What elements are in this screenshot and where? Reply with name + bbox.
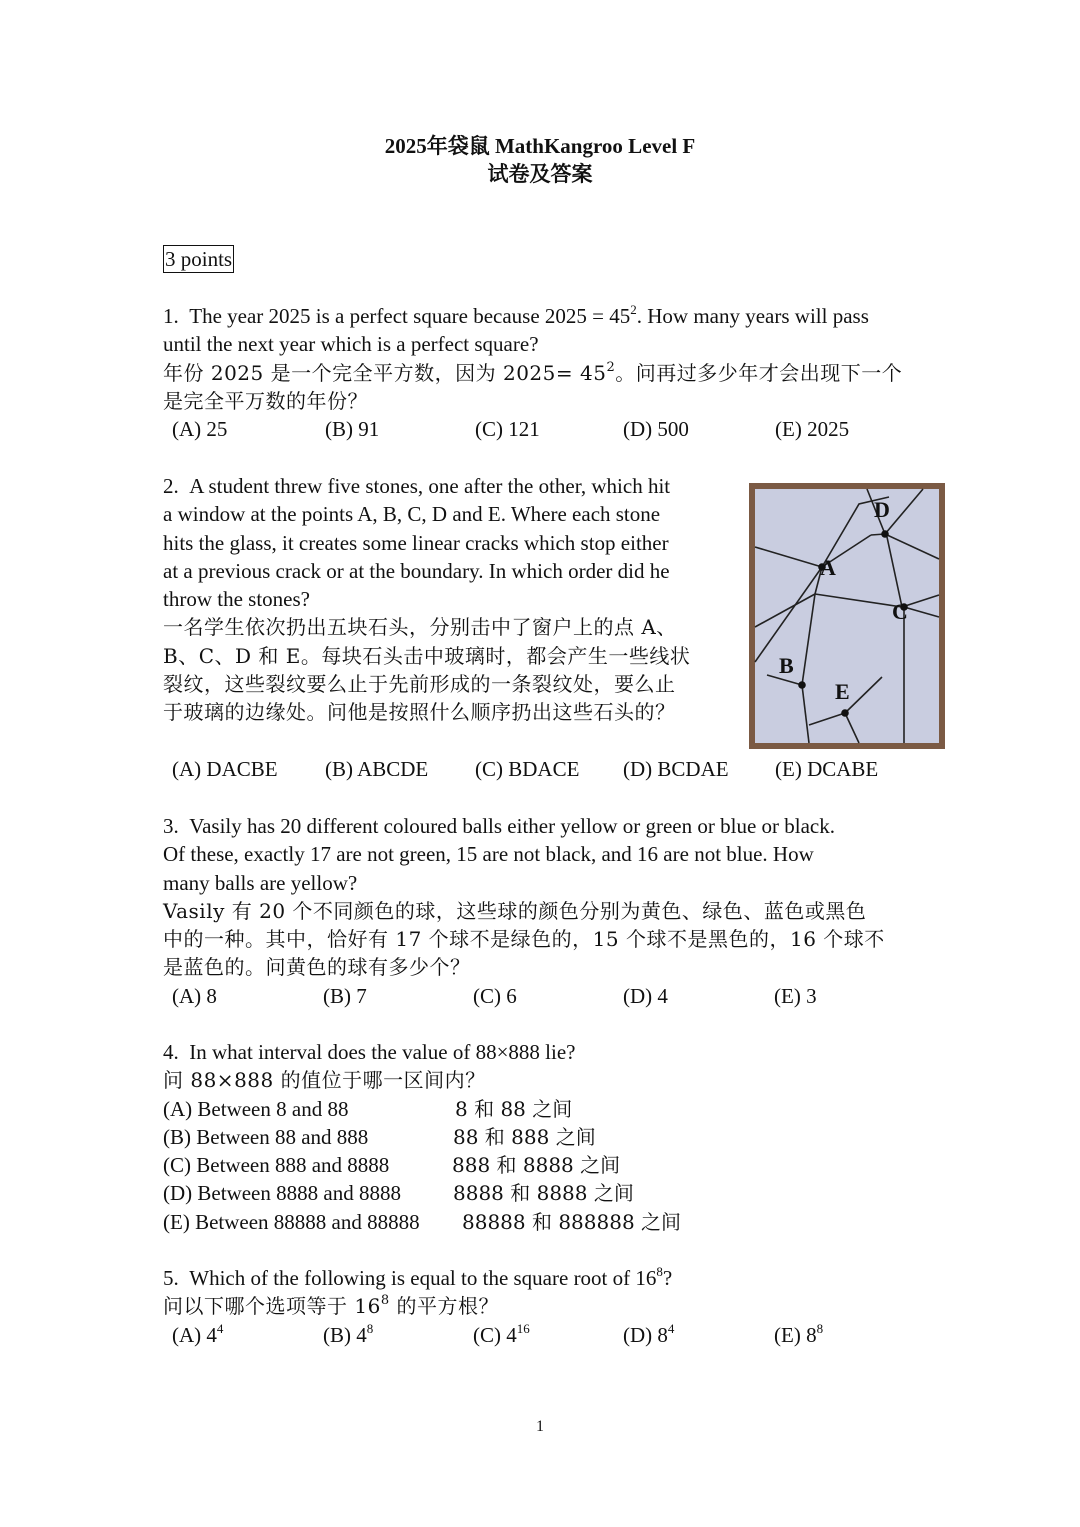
- q2-english-line-2: a window at the points A, B, C, D and E. Where each stone: [163, 502, 661, 527]
- label-d: D: [874, 497, 890, 522]
- q5-option-a-exp: 4: [216, 1320, 224, 1336]
- q2-option-a: (A) DACBE: [172, 757, 278, 781]
- q1-option-b: (B) 91: [325, 417, 380, 442]
- q2-english-line-3: hits the glass, it creates some linear cracks which stop either: [163, 530, 669, 555]
- q3-text-1: Vasily has 20 different coloured balls either yellow or green or blue or black.: [189, 814, 835, 838]
- q5-text-a: Which of the following is equal to the square root of 16: [189, 1266, 657, 1290]
- q2-english-line-1: [163, 472, 690, 500]
- q5-number: 5.: [163, 1266, 179, 1290]
- q3-number: 3.: [163, 814, 179, 838]
- q5-option-d-exp: 4: [667, 1320, 675, 1336]
- point-e: [841, 709, 849, 717]
- q3-english-line-1: [163, 812, 885, 840]
- q1-option-c: (C) 121: [475, 417, 540, 442]
- q5-option-b: [323, 1321, 373, 1349]
- q3-chinese-line-3: 是蓝色的。问黄色的球有多少个？: [163, 955, 471, 980]
- q2-option-c: (C) BDACE: [475, 757, 580, 781]
- q2-chinese-line-1: 一名学生依次扔出五块石头，分别击中了窗户上的点 A、: [163, 615, 677, 640]
- q5-option-c-exp: 16: [516, 1320, 530, 1336]
- q1-zh-text-a: 年份 2025 是一个完全平方数，因为 2025= 45: [163, 360, 607, 385]
- q3-option-b: (B) 7: [323, 983, 367, 1008]
- q3-chinese-line-2: 中的一种。其中，恰好有 17 个球不是绿色的，15 个球不是黑色的，16 个球不: [163, 927, 885, 952]
- q5-option-d: [623, 1321, 674, 1349]
- label-e: E: [835, 679, 850, 704]
- question-1: [163, 302, 902, 443]
- q5-chinese-line: [163, 1292, 672, 1320]
- q1-option-e: (E) 2025: [775, 417, 850, 442]
- q1-text-a: The year 2025 is a perfect square because 2025 = 45: [189, 304, 631, 328]
- q5-zh-exponent: 8: [380, 1293, 390, 1309]
- q3-chinese-line-1: Vasily 有 20 个不同颜色的球，这些球的颜色分别为黄色、绿色、蓝色或黑色: [163, 898, 867, 923]
- q4-option-b-en: (B) Between 88 and 888: [163, 1124, 369, 1149]
- q1-number: 1.: [163, 304, 179, 328]
- title-line-2: 试卷及答案: [487, 162, 593, 186]
- q4-option-d-en: (D) Between 8888 and 8888: [163, 1181, 401, 1206]
- q4-option-d: [163, 1179, 634, 1207]
- q3-english-line-2: Of these, exactly 17 are not green, 15 are not black, and 16 are not blue. How: [163, 842, 814, 867]
- q5-zh-text-a: 问以下哪个选项等于 16: [163, 1294, 381, 1319]
- question-4: [163, 1038, 682, 1236]
- q3-option-d: (D) 4: [623, 983, 668, 1008]
- q4-number: 4.: [163, 1040, 179, 1064]
- q1-exponent: 2: [630, 302, 637, 317]
- q1-zh-text-b: 。问再过多少年才会出现下一个: [615, 360, 903, 385]
- q4-chinese-line: 问 88×888 的值位于哪一区间内？: [163, 1068, 486, 1093]
- label-c: C: [892, 599, 908, 624]
- q1-english-line-2: until the next year which is a perfect square?: [163, 332, 539, 357]
- q4-option-a-zh: 8 和 88 之间: [455, 1096, 573, 1121]
- window-glass: [755, 489, 939, 743]
- q4-option-b-zh: 88 和 888 之间: [453, 1124, 596, 1149]
- q2-option-b: (B) ABCDE: [325, 757, 429, 781]
- q4-option-e-en: (E) Between 88888 and 88888: [163, 1209, 420, 1234]
- label-b: B: [779, 653, 794, 678]
- q4-option-e: [163, 1208, 682, 1236]
- section-points-label: 3 points: [165, 247, 233, 271]
- title-line-1: 2025年袋鼠 MathKangroo Level F: [384, 134, 696, 158]
- q5-option-c: [473, 1321, 530, 1349]
- q3-option-a: (A) 8: [172, 983, 217, 1008]
- q5-option-c-base: (C) 4: [473, 1322, 517, 1347]
- q2-option-d: (D) BCDAE: [623, 757, 729, 781]
- q3-english-line-3: many balls are yellow?: [163, 870, 358, 895]
- q1-english-line-1: [163, 302, 902, 330]
- question-5: [163, 1264, 824, 1349]
- q2-chinese-line-2: B、C、D 和 E。每块石头击中玻璃时，都会产生一些线状: [163, 643, 691, 668]
- q2-chinese-line-4: 于玻璃的边缘处。问他是按照什么顺序扔出这些石头的？: [163, 700, 676, 725]
- q1-text-b: . How many years will pass: [636, 304, 869, 328]
- q5-option-b-base: (B) 4: [323, 1322, 367, 1347]
- q5-option-a: [172, 1321, 223, 1349]
- q4-option-c: [163, 1151, 621, 1179]
- q5-option-b-exp: 8: [366, 1320, 374, 1336]
- question-2: [163, 472, 690, 727]
- q2-number: 2.: [163, 474, 179, 498]
- question-3: [163, 812, 885, 1010]
- label-a: A: [820, 555, 836, 580]
- q5-text-b: ?: [662, 1266, 673, 1290]
- q3-option-e: (E) 3: [774, 983, 817, 1008]
- cracked-window-figure: [747, 477, 947, 752]
- q5-options: [163, 1320, 824, 1349]
- q5-english-line: [163, 1264, 672, 1292]
- q5-zh-text-b: 的平方根？: [389, 1294, 499, 1319]
- q5-exponent: 8: [656, 1264, 663, 1279]
- q3-options: [163, 982, 885, 1010]
- q1-option-a: (A) 25: [172, 417, 228, 442]
- q1-chinese-line-1: [163, 359, 902, 387]
- q4-option-d-zh: 8888 和 8888 之间: [453, 1181, 634, 1206]
- page-number: 1: [536, 1418, 544, 1435]
- q4-option-c-en: (C) Between 888 and 8888: [163, 1153, 390, 1178]
- q2-english-line-4: at a previous crack or at the boundary. In which order did he: [163, 558, 670, 583]
- q5-option-e-base: (E) 8: [774, 1322, 817, 1347]
- q3-option-c: (C) 6: [473, 983, 517, 1008]
- q4-option-a-en: (A) Between 8 and 88: [163, 1096, 349, 1121]
- point-d: [881, 530, 889, 538]
- q1-option-d: (D) 500: [623, 417, 689, 442]
- q4-option-e-zh: 88888 和 888888 之间: [462, 1209, 682, 1234]
- q4-option-a: [163, 1095, 575, 1123]
- q2-text-1: A student threw five stones, one after the other, which hit: [189, 474, 671, 498]
- q4-english-line: [163, 1038, 575, 1066]
- q2-option-e: (E) DCABE: [775, 757, 879, 781]
- q1-options: [163, 415, 902, 443]
- q5-option-e: [774, 1321, 823, 1349]
- q4-text: In what interval does the value of 88×888 lie?: [189, 1040, 576, 1064]
- q4-option-c-zh: 888 和 8888 之间: [452, 1153, 621, 1178]
- document-title: [0, 132, 1080, 188]
- q4-option-b: [163, 1123, 596, 1151]
- point-b: [798, 681, 806, 689]
- q2-chinese-line-3: 裂纹，这些裂纹要么止于先前形成的一条裂纹处，要么止: [163, 672, 676, 697]
- q1-chinese-line-2: 是完全平万数的年份？: [163, 388, 368, 413]
- q2-english-line-5: throw the stones?: [163, 587, 310, 612]
- q5-option-d-base: (D) 8: [623, 1322, 668, 1347]
- q5-option-e-exp: 8: [816, 1320, 824, 1336]
- q5-option-a-base: (A) 4: [172, 1322, 217, 1347]
- q1-zh-exponent: 2: [606, 359, 616, 375]
